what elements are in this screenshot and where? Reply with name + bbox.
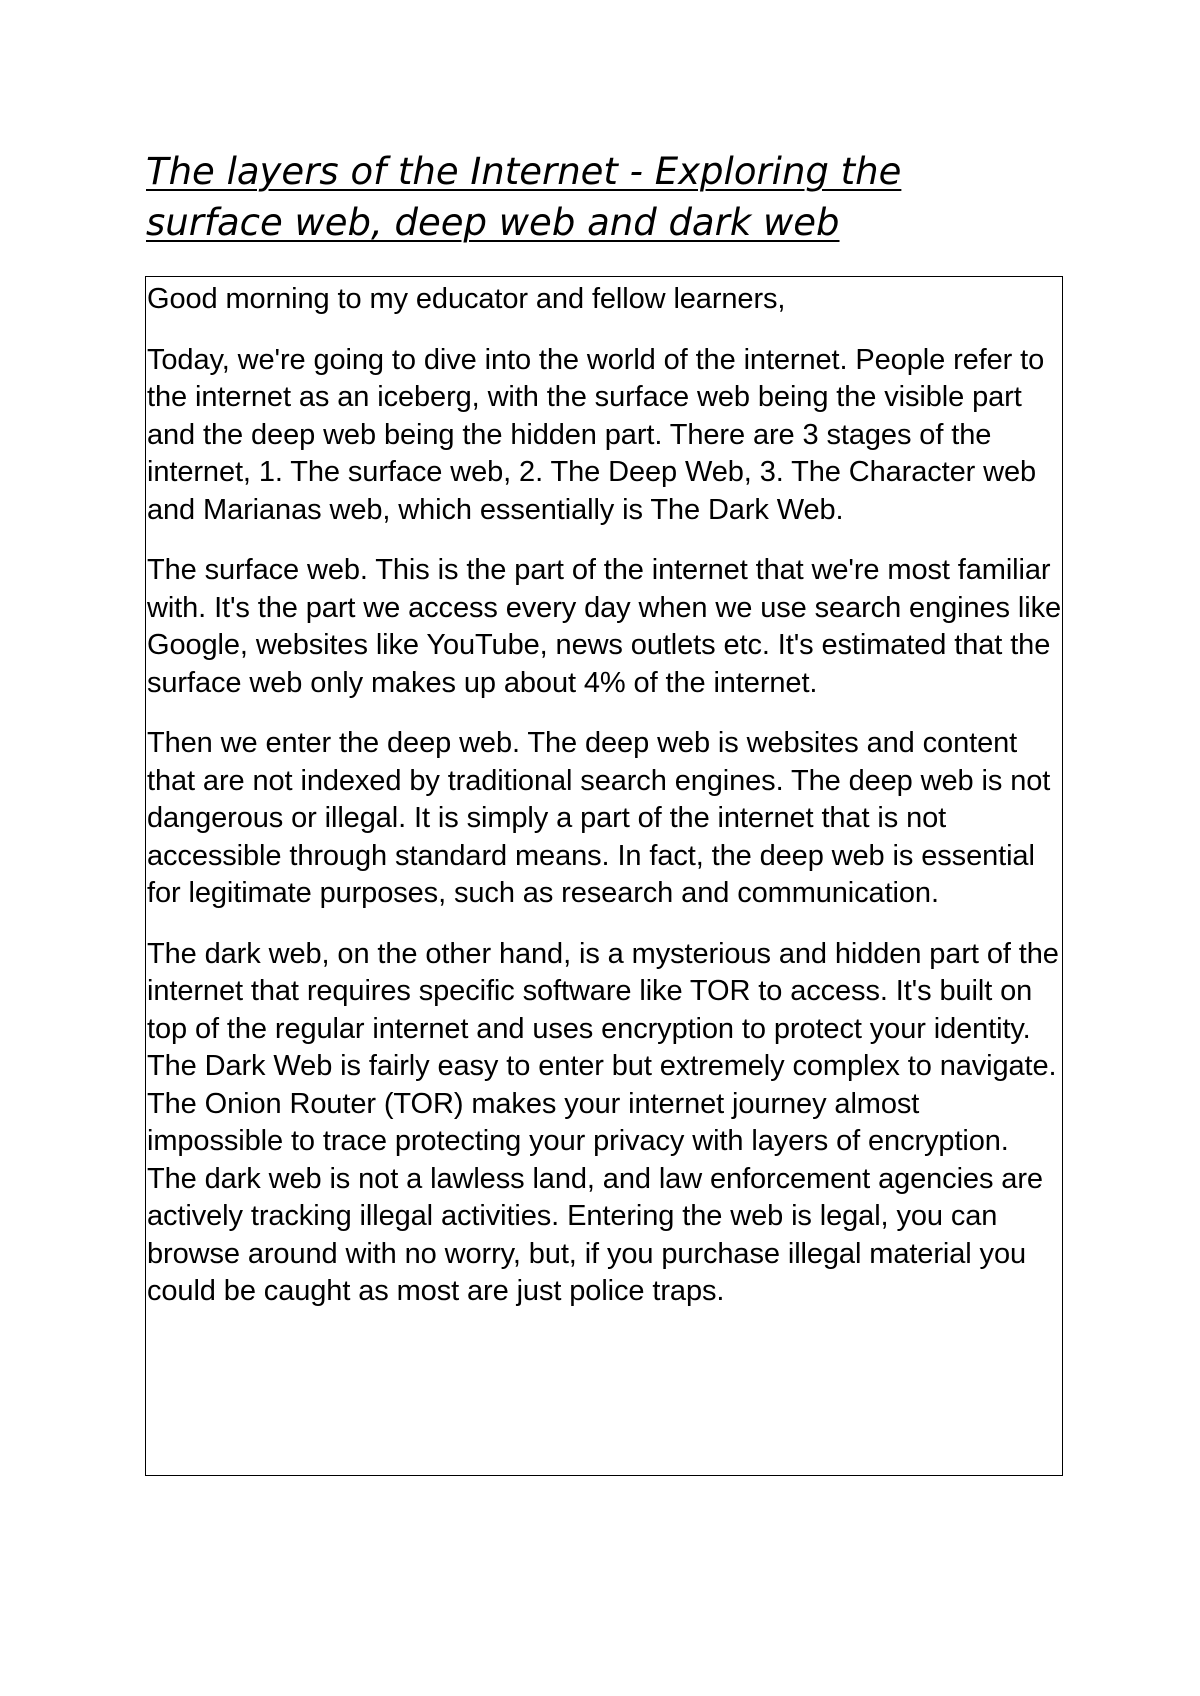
deep-web-paragraph: Then we enter the deep web. The deep web is websites and content that are not indexed by traditional search engines. The deep web is not dangerous or illegal. It is simply a part of the internet that is not accessible through standard means. In fact, the deep web is essential for legitimate purposes, such as research and communication. [147, 727, 1051, 909]
surface-web-paragraph: The surface web. This is the part of the internet that we're most familiar with. It's the part we access every day when we use search engines like Google, websites like YouTube, news outlets etc. It's estimated that the surface web only makes up about 4% of the internet. [147, 554, 1062, 699]
greeting-paragraph: Good morning to my educator and fellow learners, [147, 283, 786, 315]
dark-web-paragraph: The dark web, on the other hand, is a mysterious and hidden part of the internet that requires specific software like TOR to access. It's built on top of the regular internet and uses encryption to protect your identity. The Dark Web is fairly easy to enter but extremely complex to navigate. The Onion Router (TOR) makes your internet journey almost impossible to trace protecting your privacy with layers of encryption. The dark web is not a lawless land, and law enforcement agencies are actively tracking illegal activities. Entering the web is legal, you can browse around with no worry, but, if you purchase illegal material you could be caught as most are just police traps. [147, 937, 1059, 1307]
document-title: The layers of the Internet - Exploring the surface web, deep web and dark web [146, 150, 902, 244]
intro-paragraph: Today, we're going to dive into the world of the internet. People refer to the internet as an iceberg, with the surface web being the visible part and the deep web being the hidden part. There are 3 stages of the internet, 1. The surface web, 2. The Deep Web, 3. The Character web and Marianas web, which essentially is The Dark Web. [147, 343, 1045, 526]
speech-text-box [145, 276, 1063, 1476]
